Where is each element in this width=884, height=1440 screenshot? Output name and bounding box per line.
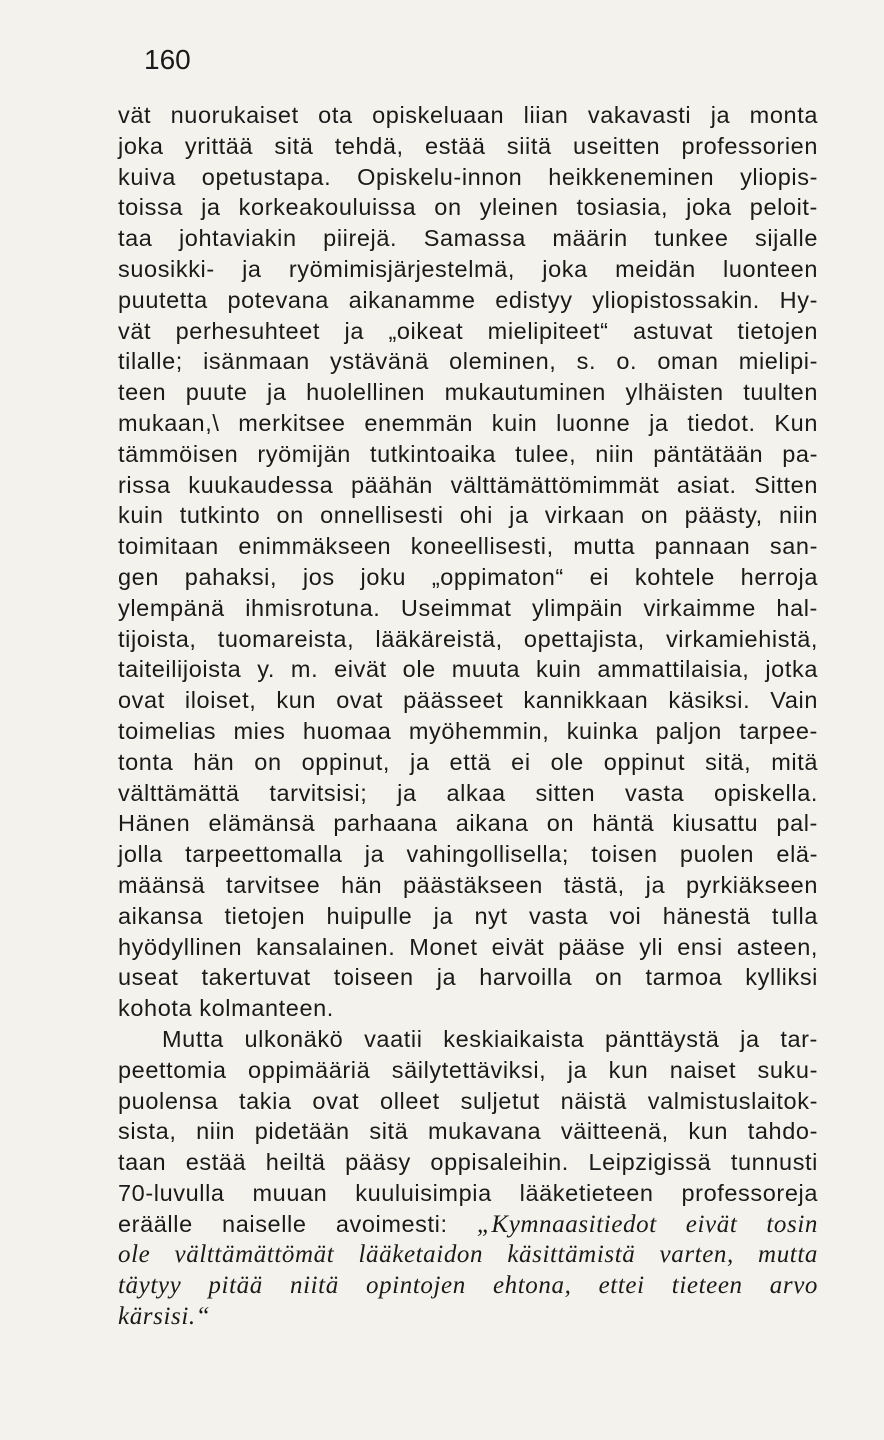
text-line: taa johtaviakin piirejä. Samassa määrin tunkee sijalle bbox=[118, 225, 818, 252]
text-line: aikansa tietojen huipulle ja nyt vasta voi hänestä tulla bbox=[118, 902, 818, 929]
text-line: tilalle; isänmaan ystävänä oleminen, s. o. oman mielipi- bbox=[118, 348, 818, 375]
text-line: sista, niin pidetään sitä mukavana väitteenä, kun tahdo- bbox=[118, 1118, 818, 1145]
text-line: toissa ja korkeakouluissa on yleinen tosiasia, joka peloit- bbox=[118, 194, 818, 221]
text-line: määnsä tarvitsee hän päästäkseen tästä, ja pyrkiäkseen bbox=[118, 871, 818, 898]
quote-intro: eräälle naiselle avoimesti: bbox=[118, 1210, 448, 1237]
quote-line bbox=[118, 1270, 818, 1301]
body-text bbox=[118, 100, 818, 1332]
text-line: vät nuorukaiset ota opiskeluaan liian vakavasti ja monta bbox=[118, 102, 818, 128]
text-line: taan estää heiltä pääsy oppisaleihin. Leipzigissä tunnusti bbox=[118, 1149, 818, 1176]
text-line: ovat iloiset, kun ovat päässeet kannikkaan käsiksi. Vain bbox=[118, 687, 818, 714]
text-line: Hänen elämänsä parhaana aikana on häntä kiusattu pal- bbox=[118, 810, 818, 837]
text-line: vät perhesuhteet ja „oikeat mielipiteet“ astuvat tietojen bbox=[118, 317, 818, 344]
text-line: Mutta ulkonäkö vaatii keskiaikaista pänttäystä ja tar- bbox=[162, 1025, 818, 1052]
text-line: kuiva opetustapa. Opiskelu-innon heikkeneminen yliopis- bbox=[118, 163, 818, 190]
text-line-with-quote bbox=[118, 1209, 818, 1240]
text-line: mukaan,\ merkitsee enemmän kuin luonne ja tiedot. Kun bbox=[118, 409, 818, 436]
text-line: joka yrittää sitä tehdä, estää siitä useitten professorien bbox=[118, 132, 818, 159]
text-line: ylempänä ihmisrotuna. Useimmat ylimpäin virkaimme hal- bbox=[118, 594, 818, 621]
text-line: peettomia oppimääriä säilytettäviksi, ja kun naiset suku- bbox=[118, 1056, 818, 1083]
text-line: välttämättä tarvitsisi; ja alkaa sitten vasta opiskella. bbox=[118, 779, 818, 806]
text-line: 70-luvulla muuan kuuluisimpia lääketieteen professoreja bbox=[118, 1179, 818, 1206]
quote-text: täytyy pitää niitä opintojen ehtona, ettei tieteen arvo bbox=[118, 1272, 818, 1300]
text-line: tämmöisen ryömijän tutkintoaika tulee, niin päntätään pa- bbox=[118, 440, 818, 467]
text-line: suosikki- ja ryömimisjärjestelmä, joka meidän luonteen bbox=[118, 255, 818, 282]
text-line: tonta hän on oppinut, ja että ei ole oppinut sitä, mitä bbox=[118, 748, 818, 775]
quote-text: kärsisi.“ bbox=[118, 1303, 211, 1331]
text-line: teen puute ja huolellinen mukautuminen ylhäisten tuulten bbox=[118, 379, 818, 406]
paragraph-2 bbox=[118, 1024, 818, 1332]
text-line: tijoista, tuomareista, lääkäreistä, opettajista, virkamiehistä, bbox=[118, 625, 818, 652]
text-line: puutetta potevana aikanamme edistyy yliopistossakin. Hy- bbox=[118, 286, 818, 313]
text-line: jolla tarpeettomalla ja vahingollisella; toisen puolen elä- bbox=[118, 841, 818, 868]
text-line: kohota kolmanteen. bbox=[118, 995, 334, 1022]
quote-line bbox=[118, 1239, 818, 1270]
text-line: rissa kuukaudessa päähän välttämättömimmät asiat. Sitten bbox=[118, 471, 818, 498]
text-line: taiteilijoista y. m. eivät ole muuta kuin ammattilaisia, jotka bbox=[118, 656, 818, 683]
quote-start: „Kymnaasitiedot eivät tosin bbox=[476, 1210, 818, 1238]
paragraph-1 bbox=[118, 100, 818, 1024]
text-line: gen pahaksi, jos joku „oppimaton“ ei kohtele herroja bbox=[118, 563, 818, 590]
page-number: 160 bbox=[144, 44, 191, 75]
quote-line bbox=[118, 1301, 818, 1332]
text-line: hyödyllinen kansalainen. Monet eivät pääse yli ensi asteen, bbox=[118, 933, 818, 960]
quote-text: ole välttämättömät lääketaidon käsittämistä varten, mutta bbox=[118, 1241, 818, 1269]
text-line: kuin tutkinto on onnellisesti ohi ja virkaan on päästy, niin bbox=[118, 502, 818, 529]
text-line: toimelias mies huomaa myöhemmin, kuinka paljon tarpee- bbox=[118, 717, 818, 744]
text-line: toimitaan enimmäkseen koneellisesti, mutta pannaan san- bbox=[118, 533, 818, 560]
text-line: puolensa takia ovat olleet suljetut näistä valmistuslaitok- bbox=[118, 1087, 818, 1114]
text-line: useat takertuvat toiseen ja harvoilla on tarmoa kylliksi bbox=[118, 964, 818, 991]
